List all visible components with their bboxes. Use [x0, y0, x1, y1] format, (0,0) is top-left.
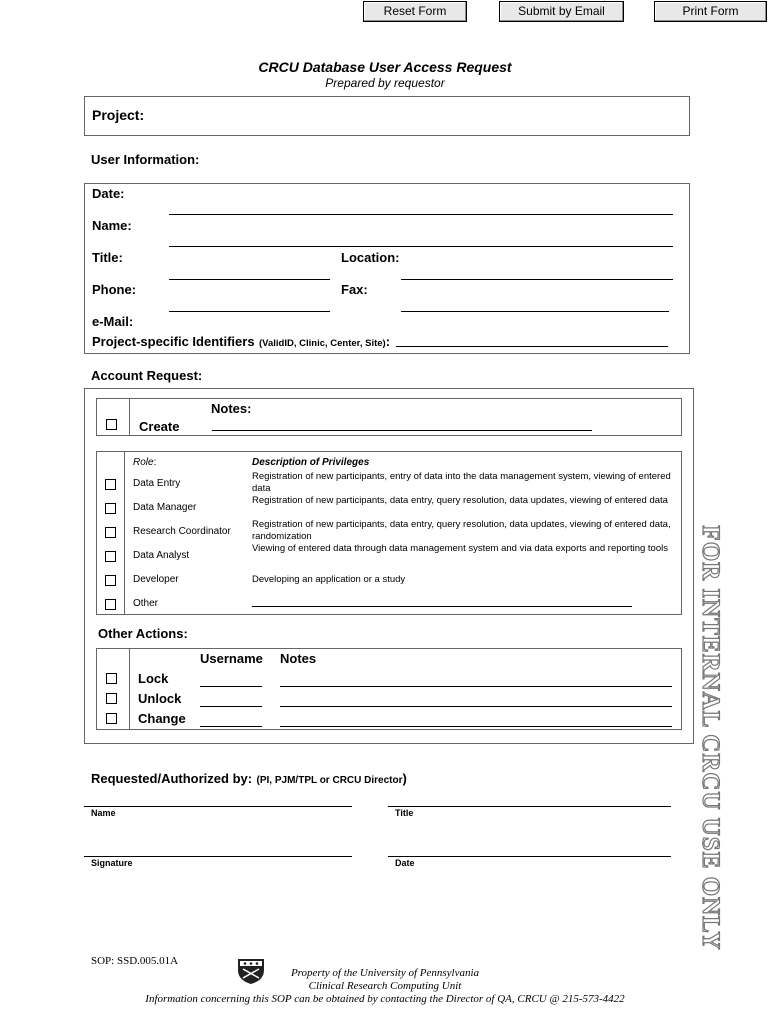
change-label: Change — [138, 711, 186, 726]
other-actions-box — [96, 648, 682, 730]
user-information-heading: User Information: — [91, 152, 200, 167]
role-label-data-entry: Data Entry — [133, 478, 181, 489]
identifiers-label: Project-specific Identifiers (ValidID, Clinic, Center, Site): — [92, 334, 391, 349]
user-information-box — [84, 183, 690, 354]
name-label: Name: — [92, 218, 132, 233]
unlock-notes-field[interactable] — [280, 706, 672, 707]
submit-by-email-button[interactable]: Submit by Email — [499, 1, 624, 22]
create-label: Create — [139, 419, 180, 434]
footer-contact-line: Information concerning this SOP can be obtained by contacting the Director of QA, CRCU @ 215-573-4422 — [145, 993, 625, 1005]
authorizer-name-field[interactable] — [84, 806, 352, 807]
developer-checkbox[interactable] — [105, 575, 116, 586]
signature-label: Signature — [91, 858, 133, 868]
role-label-other: Other — [133, 598, 159, 609]
date-field[interactable] — [169, 214, 673, 215]
project-label: Project: — [92, 107, 145, 123]
lock-label: Lock — [138, 671, 169, 686]
phone-label: Phone: — [92, 282, 137, 297]
data-analyst-checkbox[interactable] — [105, 551, 116, 562]
unlock-checkbox[interactable] — [106, 693, 117, 704]
account-request-box — [84, 388, 694, 744]
change-checkbox[interactable] — [106, 713, 117, 724]
unlock-label: Unlock — [138, 691, 182, 706]
form-subtitle: Prepared by requestor — [325, 76, 445, 90]
notes-header: Notes — [280, 651, 317, 666]
role-desc-research-coordinator: Registration of new participants, data entry, query resolution, data updates, viewing of entered data, randomization — [252, 519, 671, 542]
other-role-field[interactable] — [252, 606, 632, 607]
lock-username-field[interactable] — [200, 686, 262, 687]
location-field[interactable] — [401, 279, 673, 280]
title-field[interactable] — [169, 279, 330, 280]
role-label-data-manager: Data Manager — [133, 502, 197, 513]
identifiers-field[interactable] — [396, 346, 668, 347]
role-desc-data-analyst: Viewing of entered data through data management system and via data exports and reporting tools — [252, 543, 668, 554]
project-field[interactable] — [84, 96, 690, 136]
date-label: Date: — [92, 186, 125, 201]
lock-notes-field[interactable] — [280, 686, 672, 687]
create-checkbox[interactable] — [106, 419, 117, 430]
data-entry-checkbox[interactable] — [105, 479, 116, 490]
roles-box — [96, 451, 682, 615]
other-role-checkbox[interactable] — [105, 599, 116, 610]
fax-label: Fax: — [341, 282, 368, 297]
create-box — [96, 398, 682, 436]
signature-date-field[interactable] — [388, 856, 671, 857]
internal-use-watermark: FOR INTERNAL CRCU USE ONLY — [697, 525, 724, 951]
role-header: Role: — [133, 457, 157, 468]
notes-label: Notes: — [211, 401, 252, 416]
username-header: Username — [200, 651, 263, 666]
form-title: CRCU Database User Access Request — [258, 59, 512, 75]
email-label: e-Mail: — [92, 314, 134, 329]
authorizer-title-field[interactable] — [388, 806, 671, 807]
description-header: Description of Privileges — [252, 457, 370, 468]
role-desc-data-manager: Registration of new participants, data entry, query resolution, data updates, viewing of entered data — [252, 495, 668, 506]
data-manager-checkbox[interactable] — [105, 503, 116, 514]
account-request-heading: Account Request: — [91, 368, 203, 383]
name-field[interactable] — [169, 246, 673, 247]
phone-field[interactable] — [169, 311, 330, 312]
title-label: Title: — [92, 250, 123, 265]
other-actions-heading: Other Actions: — [98, 626, 188, 641]
footer-property-line: Property of the University of Pennsylvania — [290, 967, 480, 979]
role-label-research-coordinator: Research Coordinator — [133, 526, 231, 537]
role-label-data-analyst: Data Analyst — [133, 550, 190, 561]
reset-form-button[interactable]: Reset Form — [363, 1, 467, 22]
role-desc-data-entry: Registration of new participants, entry of data into the data management system, viewing of entered data — [252, 471, 671, 494]
role-desc-developer: Developing an application or a study — [252, 574, 406, 585]
print-form-button[interactable]: Print Form — [654, 1, 767, 22]
authorizer-title-label: Title — [395, 808, 414, 818]
location-label: Location: — [341, 250, 400, 265]
authorizer-name-label: Name — [91, 808, 116, 818]
create-notes-field[interactable] — [212, 430, 592, 431]
authorization-heading: Requested/Authorized by: (PI, PJM/TPL or CRCU Director) — [91, 771, 407, 786]
footer-unit-line: Clinical Research Computing Unit — [308, 980, 462, 992]
signature-date-label: Date — [395, 858, 415, 868]
change-notes-field[interactable] — [280, 726, 672, 727]
role-label-developer: Developer — [133, 574, 179, 585]
sop-number: SOP: SSD.005.01A — [91, 955, 179, 967]
lock-checkbox[interactable] — [106, 673, 117, 684]
research-coordinator-checkbox[interactable] — [105, 527, 116, 538]
fax-field[interactable] — [401, 311, 669, 312]
signature-field[interactable] — [84, 856, 352, 857]
unlock-username-field[interactable] — [200, 706, 262, 707]
change-username-field[interactable] — [200, 726, 262, 727]
